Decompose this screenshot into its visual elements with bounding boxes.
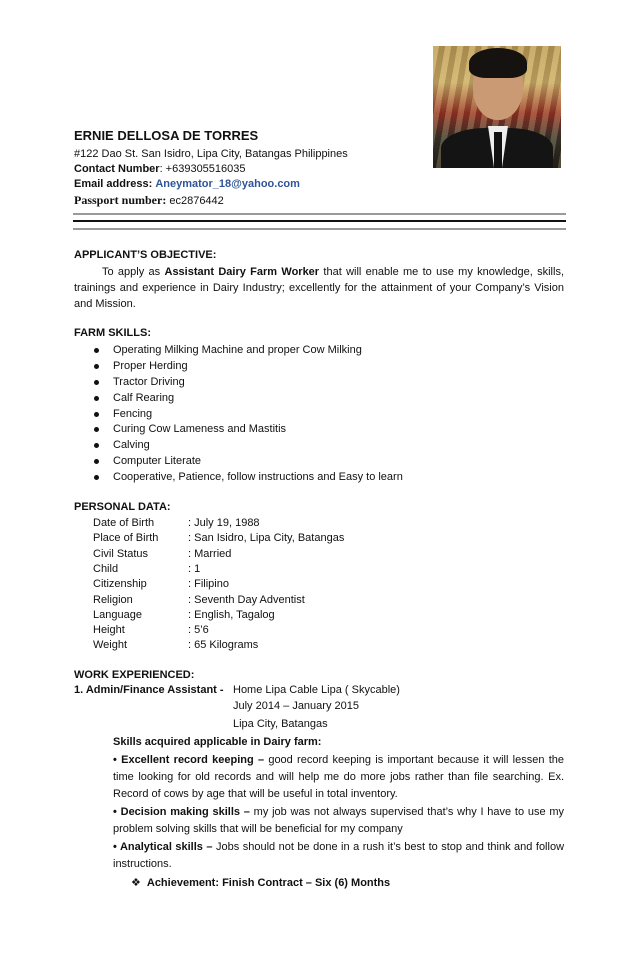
list-item — [92, 421, 403, 437]
row-value: : 65 Kilograms — [188, 639, 259, 651]
row-label: Date of Birth — [93, 517, 155, 529]
address: #122 Dao St. San Isidro, Lipa City, Batangas Philippines — [74, 148, 348, 160]
skill-text: Operating Milking Machine and proper Cow Milking — [113, 344, 362, 356]
objective-prefix: To apply as — [102, 266, 165, 278]
contact-label: Contact Number — [74, 163, 160, 175]
divider-bottom — [73, 228, 566, 230]
job-period: July 2014 – January 2015 — [233, 700, 359, 712]
skill-text: Curing Cow Lameness and Mastitis — [113, 423, 287, 436]
skill-text: Proper Herding — [113, 359, 188, 372]
skill-text: Tractor Driving — [113, 375, 185, 388]
acquired-skill-title: Decision making skills – — [120, 806, 250, 818]
acquired-skill-item — [113, 752, 564, 803]
bullet-icon — [94, 443, 99, 448]
applicant-photo — [433, 46, 561, 168]
email-label: Email address: — [74, 178, 153, 190]
achievement — [131, 876, 390, 889]
list-item — [92, 374, 403, 390]
row-label: Civil Status — [93, 548, 149, 560]
row-label: Weight — [93, 639, 128, 651]
row-value: : Seventh Day Adventist — [188, 594, 305, 606]
row-value: : 5’6 — [188, 624, 209, 636]
row-label: Language — [93, 609, 142, 621]
skill-text: Computer Literate — [113, 455, 202, 468]
job-title: 1. Admin/Finance Assistant - — [74, 684, 224, 696]
skill-text: Cooperative, Patience, follow instructions and Easy to learn — [113, 471, 403, 484]
acquired-skill-item — [113, 804, 564, 838]
row-value: : July 19, 1988 — [188, 517, 260, 529]
acquired-skill-title: Analytical skills – — [119, 841, 213, 853]
contact-value: : +639305516035 — [159, 163, 246, 175]
bullet-icon: • — [113, 806, 121, 818]
bullet-icon: • — [113, 754, 122, 766]
row-label: Citizenship — [93, 578, 147, 590]
achievement-text: Achievement: Finish Contract – Six (6) Months — [146, 877, 391, 889]
bullet-icon — [94, 348, 99, 353]
acquired-skill-text: good record keeping is important because it will lessen the time looking for old records and will help me do more jobs rather than file searching. Ex. Record of cows by age that will be useful in total inventory. — [113, 754, 564, 800]
list-item — [92, 390, 403, 406]
personal-data-heading: PERSONAL DATA: — [74, 501, 171, 513]
acquired-skill-title: Excellent record keeping – — [121, 754, 265, 766]
objective-heading: APPLICANT’S OBJECTIVE: — [74, 249, 217, 261]
list-item — [92, 453, 403, 469]
list-item — [92, 342, 403, 358]
diamond-bullet-icon: ❖ — [131, 877, 141, 889]
row-label: Height — [93, 624, 125, 636]
skill-text: Calf Rearing — [113, 391, 175, 404]
row-label: Child — [93, 563, 119, 575]
bullet-icon — [94, 364, 99, 369]
photo-tie — [494, 132, 502, 168]
photo-hair — [469, 48, 527, 78]
row-value: : 1 — [188, 563, 201, 575]
objective-position: Assistant Dairy Farm Worker — [164, 266, 320, 278]
bullet-icon — [94, 459, 99, 464]
farm-skills-heading: FARM SKILLS: — [74, 327, 151, 339]
row-label: Place of Birth — [93, 532, 159, 544]
applicant-name: ERNIE DELLOSA DE TORRES — [74, 128, 259, 143]
divider-middle — [73, 220, 566, 222]
bullet-icon — [94, 380, 99, 385]
skills-acquired-heading: Skills acquired applicable in Dairy farm: — [113, 736, 322, 748]
row-value: : Filipino — [188, 578, 229, 590]
list-item — [92, 358, 403, 374]
job-company: Home Lipa Cable Lipa ( Skycable) — [233, 684, 400, 696]
bullet-icon — [94, 396, 99, 401]
objective-text — [74, 264, 564, 312]
email — [74, 178, 300, 190]
row-value: : Married — [188, 548, 232, 560]
skill-text: Calving — [113, 439, 150, 452]
acquired-skill-text: my job was not always supervised that’s why I have to use my problem solving skills that will be beneficial for my company — [113, 806, 564, 835]
row-value: : English, Tagalog — [188, 609, 275, 621]
job-location: Lipa City, Batangas — [233, 718, 328, 730]
acquired-skill-item — [113, 839, 564, 873]
email-link[interactable]: Aneymator_18@yahoo.com — [155, 178, 300, 190]
objective-suffix: that will enable me to use my knowledge, skills, trainings and experience in Dairy Industry; excellently for the attainment of your Company’s Vision and Mission. — [74, 266, 564, 310]
divider-top — [73, 213, 566, 215]
acquired-skill-text: Jobs should not be done in a rush it’s best to stop and think and follow instructions. — [113, 841, 565, 870]
farm-skills-list — [92, 342, 403, 485]
bullet-icon: • — [113, 841, 120, 853]
passport-label: Passport number: — [74, 193, 167, 207]
bullet-icon — [94, 427, 99, 432]
list-item — [92, 406, 403, 422]
bullet-icon — [94, 412, 99, 417]
list-item — [92, 469, 403, 485]
row-value: : San Isidro, Lipa City, Batangas — [188, 532, 345, 544]
bullet-icon — [94, 475, 99, 480]
passport-value: ec2876442 — [169, 195, 224, 207]
contact-number — [74, 163, 246, 175]
work-heading: WORK EXPERIENCED: — [74, 669, 195, 681]
skill-text: Fencing — [113, 407, 153, 420]
row-label: Religion — [93, 594, 133, 606]
list-item — [92, 437, 403, 453]
passport — [74, 193, 224, 208]
